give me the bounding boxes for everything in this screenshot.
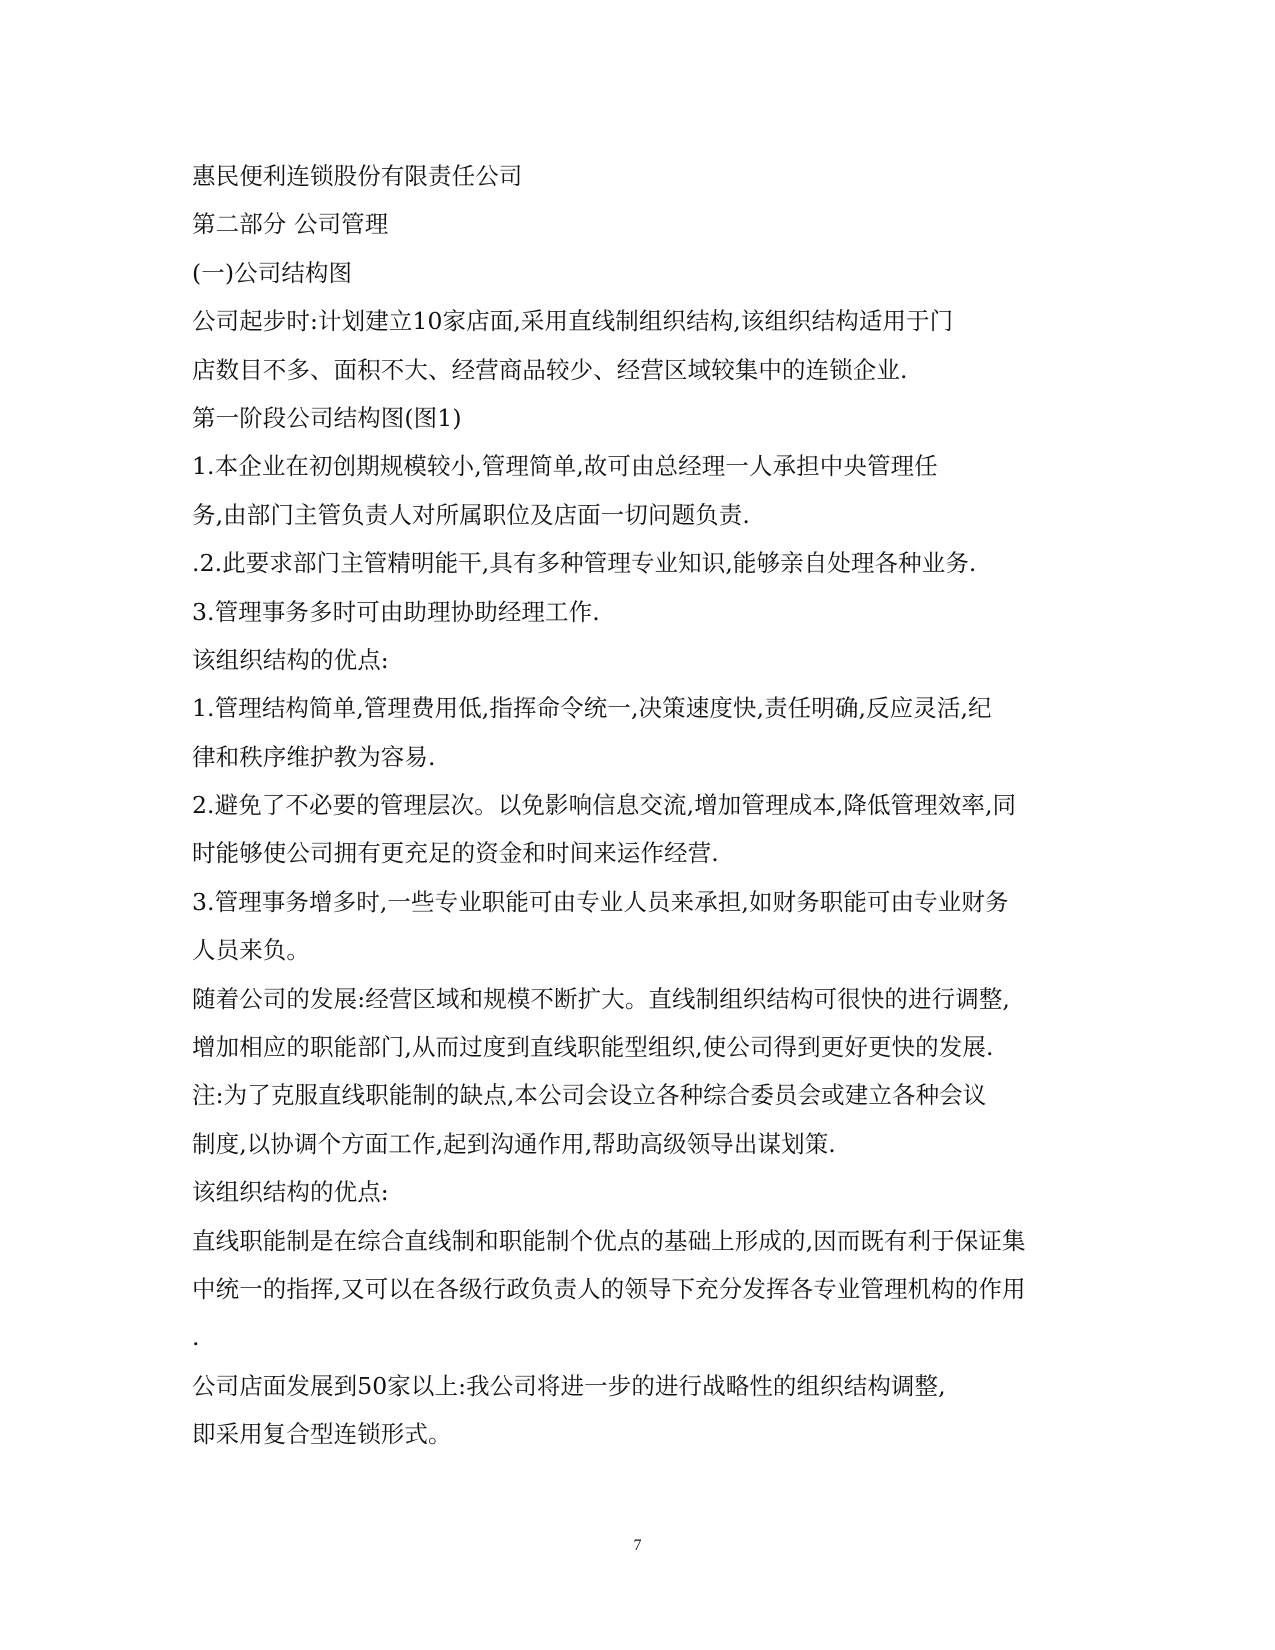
section-heading: 第二部分 公司管理 [192,210,389,239]
paragraph-line: 3.管理事务多时可由助理协助经理工作. [192,597,600,626]
paragraph-line: 店数目不多、面积不大、经营商品较少、经营区域较集中的连锁企业. [192,355,908,384]
note-line: 制度,以协调个方面工作,起到沟通作用,帮助高级领导出谋划策. [192,1129,836,1158]
paragraph-line: 人员来负。 [192,936,310,965]
company-name-line: 惠民便利连锁股份有限责任公司 [192,162,523,190]
paragraph-line: 中统一的指挥,又可以在各级行政负责人的领导下充分发挥各专业管理机构的作用 [192,1274,1026,1303]
advantages-heading: 该组织结构的优点: [192,645,389,674]
paragraph-line: 务,由部门主管负责人对所属职位及店面一切问题负责. [192,500,750,529]
paragraph-line: 增加相应的职能部门,从而过度到直线职能型组织,使公司得到更好更快的发展. [192,1033,994,1062]
advantages-heading: 该组织结构的优点: [192,1178,389,1207]
paragraph-line: 律和秩序维护教为容易. [192,742,436,771]
paragraph-line: 3.管理事务增多时,一些专业职能可由专业人员来承担,如财务职能可由专业财务 [192,887,1009,916]
paragraph-line: 公司起步时:计划建立10家店面,采用直线制组织结构,该组织结构适用于门 [192,307,954,336]
paragraph-line: 时能够使公司拥有更充足的资金和时间来运作经营. [192,839,719,868]
subsection-heading: (一)公司结构图 [192,258,353,287]
paragraph-line: 公司店面发展到50家以上:我公司将进一步的进行战略性的组织结构调整, [192,1371,946,1400]
paragraph-line: 即采用复合型连锁形式。 [192,1420,452,1449]
paragraph-line: 1.管理结构简单,管理费用低,指挥命令统一,决策速度快,责任明确,反应灵活,纪 [192,694,992,723]
page-number: 7 [633,1537,642,1554]
paragraph-line: 直线职能制是在综合直线制和职能制个优点的基础上形成的,因而既有利于保证集 [192,1226,1026,1255]
paragraph-line: 1.本企业在初创期规模较小,管理简单,故可由总经理一人承担中央管理任 [192,452,938,481]
paragraph-line: 2.避免了不必要的管理层次。以免影响信息交流,增加管理成本,降低管理效率,同 [192,791,1017,820]
paragraph-line: . [192,1323,200,1352]
paragraph-line: 随着公司的发展:经营区域和规模不断扩大。直线制组织结构可很快的进行调整, [192,984,1010,1013]
paragraph-line: .2.此要求部门主管精明能干,具有多种管理专业知识,能够亲自处理各种业务. [192,549,977,578]
document-body [192,152,1082,1459]
note-line: 注:为了克服直线职能制的缺点,本公司会设立各种综合委员会或建立各种会议 [192,1081,987,1110]
figure-caption-line: 第一阶段公司结构图(图1) [192,403,462,432]
